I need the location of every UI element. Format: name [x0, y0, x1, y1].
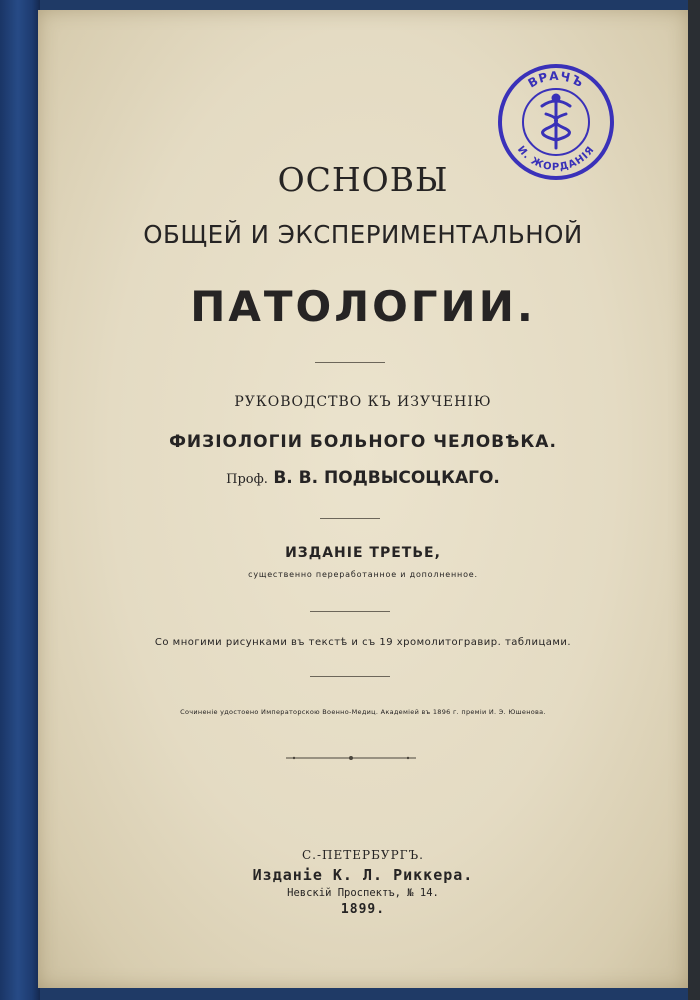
page-edge-shadow [688, 0, 700, 1000]
publisher-address: Невскій Проспектъ, № 14. [287, 887, 439, 899]
illustrations-note: Со многими рисунками въ текстѣ и съ 19 хромолитогравир. таблицами. [154, 637, 572, 648]
publication-year: 1899. [340, 902, 386, 917]
divider [320, 518, 380, 519]
edition-note: существенно переработанное и дополненное. [248, 570, 478, 579]
subtitle-line-1: РУКОВОДСТВО КЪ ИЗУЧЕНІЮ [234, 394, 492, 410]
divider [310, 611, 390, 612]
edition-title: ИЗДАНІЕ ТРЕТЬЕ, [285, 545, 441, 561]
publication-city: С.-ПЕТЕРБУРГЪ. [302, 848, 424, 862]
book-binding [0, 0, 40, 1000]
award-note: Сочиненіе удостоено Императорскою Военно-Медиц. Академіей въ 1896 г. преміи И. Э. Юшенова. [180, 708, 546, 716]
title-line-1: ОСНОВЫ [277, 160, 449, 199]
stamp-text-top: ВРАЧЪ [525, 68, 587, 91]
author-prefix: Проф. [226, 472, 268, 487]
title-line-3: ПАТОЛОГИИ. [190, 282, 536, 331]
title-page [38, 10, 688, 988]
publisher: Изданіе К. Л. Риккера. [252, 866, 474, 884]
divider [310, 676, 390, 677]
divider [315, 362, 385, 363]
ornamental-divider [286, 754, 416, 762]
subtitle-line-2: ФИЗІОЛОГІИ БОЛЬНОГО ЧЕЛОВѢКА. [169, 432, 557, 452]
stamp-text-bottom: И. ЖОРДАНІЯ [514, 144, 598, 174]
author-name: В. В. ПОДВЫСОЦКАГО. [273, 468, 500, 488]
title-line-2: ОБЩЕЙ И ЭКСПЕРИМЕНТАЛЬНОЙ [143, 220, 583, 249]
author-line [38, 468, 688, 488]
caduceus-icon [542, 95, 570, 148]
